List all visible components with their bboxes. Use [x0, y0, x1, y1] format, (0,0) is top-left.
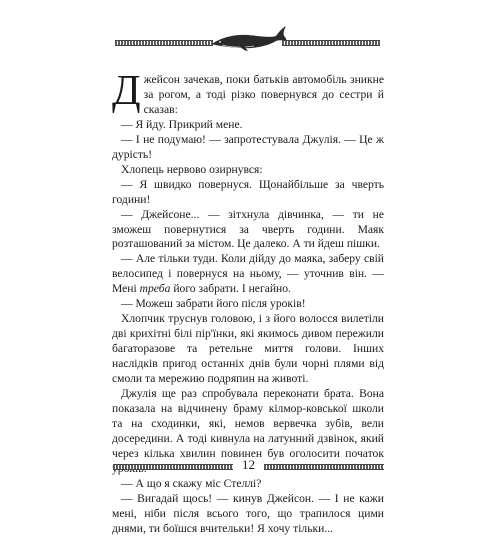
paragraph [112, 68, 384, 118]
bottom-ornament-rule-right [264, 464, 384, 470]
top-ornament-rule-right [282, 40, 380, 46]
paragraph: — А що я скажу міс Стеллі? [121, 476, 262, 490]
paragraph [112, 252, 384, 297]
page-number: 12 [242, 457, 255, 472]
emphasis-text: треба [139, 282, 171, 296]
paragraph: — Я йду. Прикрий мене. [121, 117, 243, 131]
top-ornament-rule-left [115, 40, 213, 46]
paragraph-text: його забрати. І негайно. [170, 282, 291, 296]
paragraph: — Джейсоне... — зітхнула дівчинка, — ти не зможеш повернутися за чверть години. Маяк розташований за містом. Це далеко. А ти йдеш пішки. [112, 207, 384, 251]
whale-icon [210, 24, 288, 52]
paragraph: Джулія ще раз спробувала переконати брата. Вона показала на відчинену браму кілмор-ковської школи та на сходинки, які, немов вервечка зубів, вели досередини. А тоді кивнула на латунний дзвінок, який через кілька хвилин повинен був оголосити початок [112, 387, 384, 460]
paragraph-text: — Але тільки туди. Коли дійду до маяка, заберу свій велосипед і повернуся на ньому, — уточнив він. — Мені [112, 252, 384, 296]
paragraph-text: жейсон зачекав, поки батьків автомобіль зникне за рогом, а тоді різко повернувся до сестри й сказав: [143, 73, 384, 116]
paragraph: — Я швидко повернуся. Щонайбільше за чверть години! [112, 177, 384, 206]
paragraph: Хлопець нервово озирнувся: [121, 162, 263, 176]
paragraph: — Можеш забрати його після уроків! [121, 297, 306, 311]
bottom-ornament-rule-left [113, 464, 233, 470]
paragraph: — І не подумаю! — запротестувала Джулія. — Це ж дурість! [112, 132, 384, 161]
paragraph: — Вигадай щось! — кинув Джейсон. — І не кажи мені, ніби після всього того, що трапилося цими днями, ти боїшся вчительки! Я хочу тільки... [112, 491, 384, 535]
paragraph: Хлопчик труснув головою, і з його волосся вилетіли дві крихітні білі пір'їнки, які якимось дивом пережили багаторазове та ретельне миття голови. Інших наслідків пригод останніх днів були чорні плями від смоли та мережию подряпин на животі. [112, 312, 384, 386]
drop-cap: Д [112, 68, 141, 114]
